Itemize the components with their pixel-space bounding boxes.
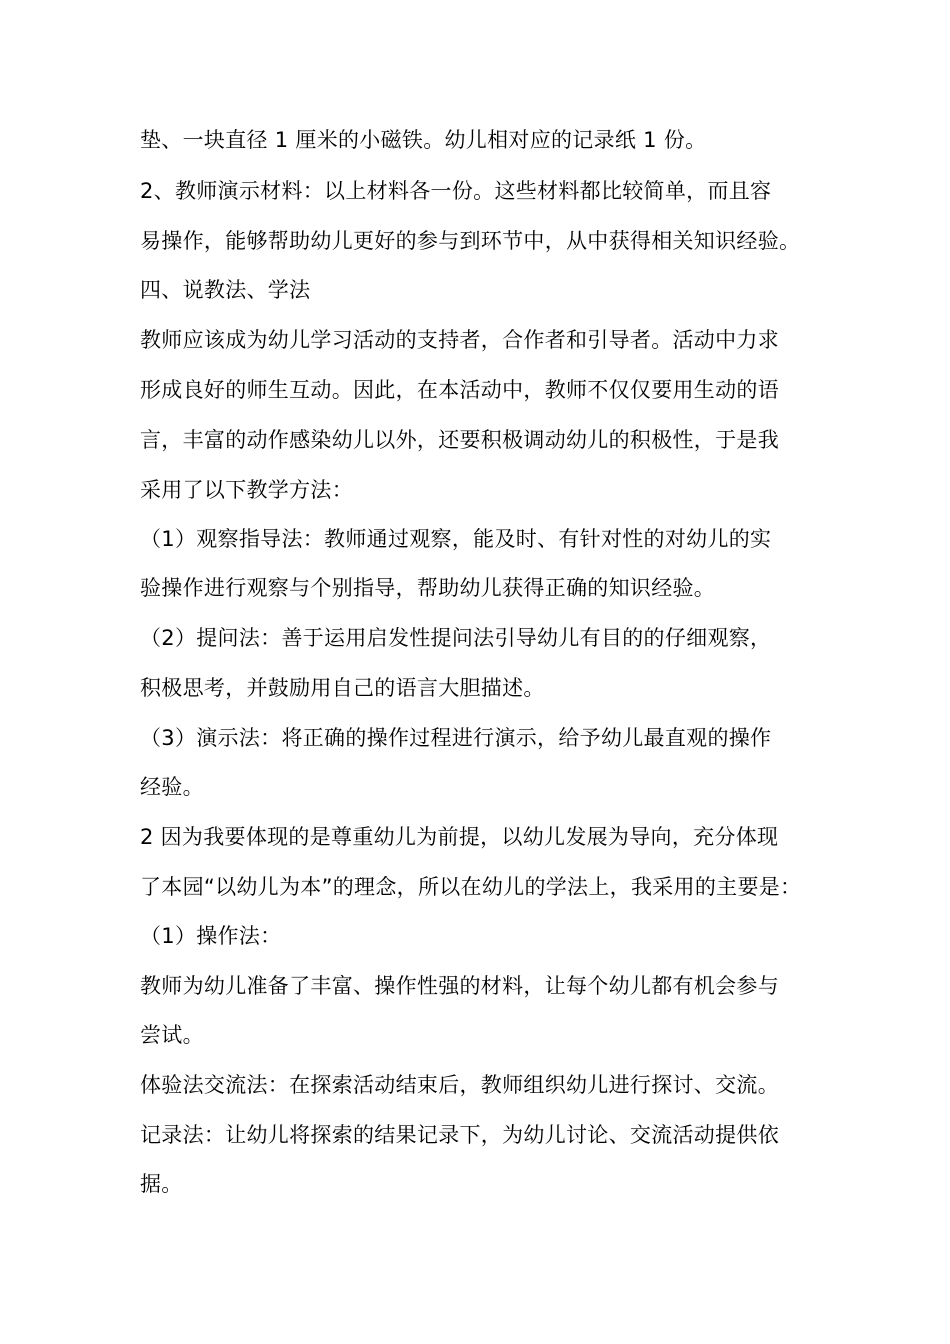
text-line: 验操作进行观察与个别指导，帮助幼儿获得正确的知识经验。 [140, 576, 716, 600]
text-line: 尝试。 [140, 1023, 204, 1047]
text-line: 记录法：让幼儿将探索的结果记录下，为幼儿讨论、交流活动提供依 [140, 1123, 779, 1147]
section-heading: 四、说教法、学法 [140, 278, 311, 302]
text-line: 了本园“以幼儿为本”的理念，所以在幼儿的学法上，我采用的主要是： [140, 875, 802, 899]
text-line: 2 因为我要体现的是尊重幼儿为前提，以幼儿发展为导向，充分体现 [140, 825, 779, 849]
text-line: 教师应该成为幼儿学习活动的支持者，合作者和引导者。活动中力求 [140, 328, 779, 352]
text-line: 积极思考，并鼓励用自己的语言大胆描述。 [140, 676, 545, 700]
text-line: （2）提问法：善于运用启发性提问法引导幼儿有目的的仔细观察， [140, 626, 772, 650]
text-line: （1）观察指导法：教师通过观察，能及时、有针对性的对幼儿的实 [140, 527, 772, 551]
text-line: 言，丰富的动作感染幼儿以外，还要积极调动幼儿的积极性，于是我 [140, 428, 779, 452]
text-line: 教师为幼儿准备了丰富、操作性强的材料，让每个幼儿都有机会参与 [140, 974, 779, 998]
text-line: 2、教师演示材料：以上材料各一份。这些材料都比较简单，而且容 [140, 179, 772, 203]
text-line: 形成良好的师生互动。因此，在本活动中，教师不仅仅要用生动的语 [140, 378, 779, 402]
text-line: 据。 [140, 1172, 183, 1196]
text-line: 采用了以下教学方法： [140, 478, 353, 502]
text-line: 垫、一块直径 1 厘米的小磁铁。幼儿相对应的记录纸 1 份。 [140, 128, 707, 152]
text-line: 易操作，能够帮助幼儿更好的参与到环节中，从中获得相关知识经验。 [140, 229, 801, 253]
text-line: 体验法交流法：在探索活动结束后，教师组织幼儿进行探讨、交流。 [140, 1073, 779, 1097]
text-line: （1）操作法： [140, 924, 282, 948]
text-line: （3）演示法：将正确的操作过程进行演示，给予幼儿最直观的操作 [140, 726, 772, 750]
text-line: 经验。 [140, 775, 204, 799]
